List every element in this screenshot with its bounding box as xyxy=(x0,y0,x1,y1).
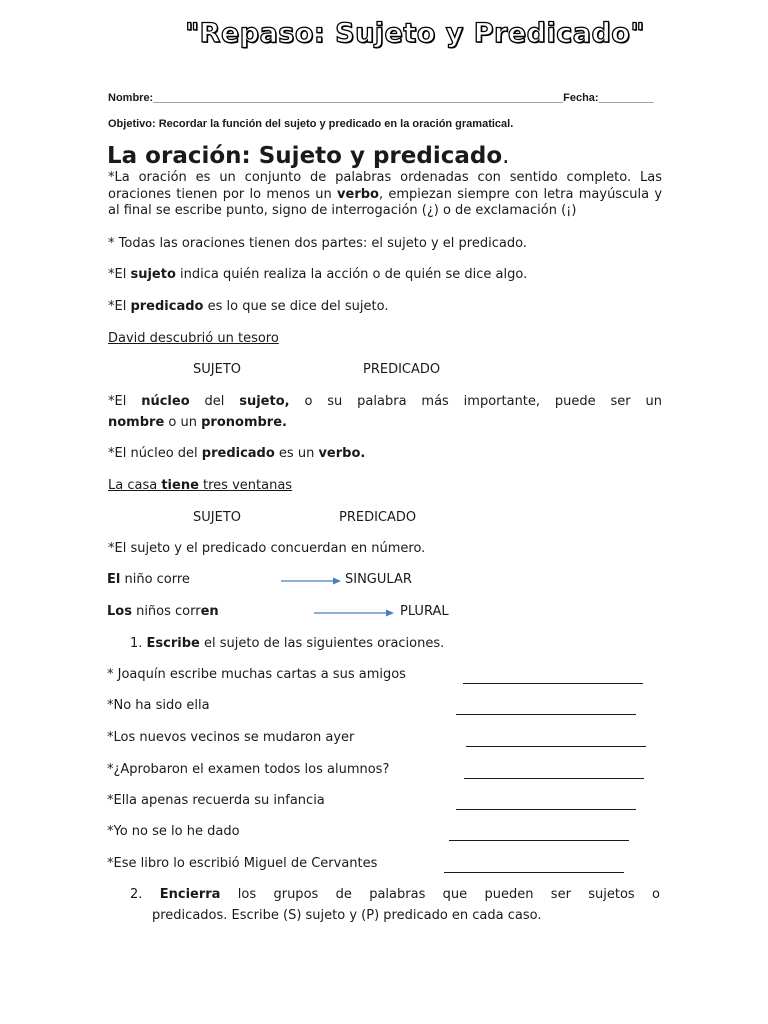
answer-blank-7[interactable] xyxy=(444,872,624,873)
example2-a: La casa xyxy=(108,478,162,493)
intro-paragraph xyxy=(108,170,662,220)
singular-rest: niño corre xyxy=(120,572,190,587)
nucleo-pred-c: es un xyxy=(274,446,319,461)
example1-sentence: David descubrió un tesoro xyxy=(108,331,279,346)
exercise1-item: * Joaquín escribe muchas cartas a sus amigos xyxy=(107,667,406,682)
singular-article: El xyxy=(107,572,121,587)
predicado-definition xyxy=(108,299,662,316)
answer-blank-5[interactable] xyxy=(456,809,636,810)
heading-text: La oración: Sujeto y predicado xyxy=(107,143,503,169)
answer-blank-6[interactable] xyxy=(449,840,629,841)
singular-label: SINGULAR xyxy=(345,572,412,587)
example2-predicado-label: PREDICADO xyxy=(339,510,417,525)
fecha-label: Fecha: xyxy=(563,92,599,104)
exercise2-line1 xyxy=(130,887,660,902)
intro-text-b: , empiezan siempre con letra mayúscula y al final se escribe punto, signo de interrogación (¿) o de exclamación (¡) xyxy=(108,186,663,218)
sujeto-def-a: *El xyxy=(108,267,131,282)
exercise2-instruction-a: los grupos de palabras que pueden ser sujetos o xyxy=(220,887,660,902)
nucleo-b4: pronombre. xyxy=(201,415,287,430)
objetivo-label: Objetivo: xyxy=(108,118,156,130)
nombre-blank: ___________________________________________________________________ xyxy=(153,92,564,104)
nucleo-b1: núcleo xyxy=(141,394,190,409)
answer-blank-1[interactable] xyxy=(463,683,643,684)
nucleo-d: o su palabra más importante, puede ser un xyxy=(289,394,662,409)
nucleo-b3: nombre xyxy=(108,415,165,430)
concordancia-line: *El sujeto y el predicado concuerdan en número. xyxy=(108,541,426,556)
answer-blank-2[interactable] xyxy=(456,714,636,715)
nucleo-b2: sujeto, xyxy=(239,394,290,409)
nucleo-predicado xyxy=(108,446,662,463)
exercise2-number: 2. xyxy=(130,887,143,902)
name-date-line xyxy=(108,92,654,104)
worksheet-title: "Repaso: Sujeto y Predicado" xyxy=(185,18,645,49)
exercise1-item: *Ese libro lo escribió Miguel de Cervantes xyxy=(107,856,378,871)
sujeto-definition xyxy=(108,267,662,284)
nucleo-e: o un xyxy=(164,415,202,430)
predicado-def-bold: predicado xyxy=(130,299,204,314)
answer-blank-3[interactable] xyxy=(466,746,646,747)
exercise1-instruction: el sujeto de las siguientes oraciones. xyxy=(199,636,445,651)
nucleo-pred-a: *El núcleo del xyxy=(108,446,202,461)
fecha-blank: _________ xyxy=(598,92,654,104)
singular-example xyxy=(107,572,190,587)
nucleo-line1 xyxy=(108,394,662,411)
nucleo-pred-b1: predicado xyxy=(201,446,275,461)
plural-mid: niños corr xyxy=(131,604,201,619)
intro-verbo: verbo xyxy=(337,186,379,202)
answer-blank-4[interactable] xyxy=(464,778,644,779)
exercise2-line2: predicados. Escribe (S) sujeto y (P) predicado en cada caso. xyxy=(152,908,542,923)
nucleo-line2 xyxy=(108,415,662,432)
sujeto-def-bold: sujeto xyxy=(130,267,176,282)
predicado-def-a: *El xyxy=(108,299,131,314)
intro-two-parts: * Todas las oraciones tienen dos partes: el sujeto y el predicado. xyxy=(108,236,527,251)
example2-sentence xyxy=(108,478,662,495)
section-heading xyxy=(107,143,509,169)
plural-ending: en xyxy=(200,604,219,619)
exercise1-item: *Yo no se lo he dado xyxy=(107,824,240,839)
nucleo-a: *El xyxy=(108,394,142,409)
exercise1-item: *Ella apenas recuerda su infancia xyxy=(107,793,325,808)
plural-article: Los xyxy=(107,604,132,619)
example1-sujeto-label: SUJETO xyxy=(193,362,241,377)
objective-line xyxy=(108,118,513,130)
exercise1-item: *No ha sido ella xyxy=(107,698,210,713)
nucleo-c: del xyxy=(189,394,240,409)
plural-example xyxy=(107,604,219,619)
singular-arrow-icon xyxy=(280,574,342,588)
sujeto-def-b: indica quién realiza la acción o de quién se dice algo. xyxy=(175,267,528,282)
plural-label: PLURAL xyxy=(400,604,449,619)
exercise1-verb: Escribe xyxy=(146,636,200,651)
nucleo-pred-b2: verbo. xyxy=(318,446,366,461)
predicado-def-b: es lo que se dice del sujeto. xyxy=(203,299,389,314)
exercise1-item: *Los nuevos vecinos se mudaron ayer xyxy=(107,730,355,745)
exercise2-verb: Encierra xyxy=(159,887,221,902)
plural-arrow-icon xyxy=(313,606,395,620)
exercise1-number: 1. xyxy=(130,636,143,651)
objetivo-text: Recordar la función del sujeto y predicado en la oración gramatical. xyxy=(155,118,514,130)
exercise1-item: *¿Aprobaron el examen todos los alumnos? xyxy=(107,762,390,777)
intro-text-a: *La oración es un conjunto de palabras ordenadas con sentido completo. Las oraciones tienen por lo menos un xyxy=(108,170,662,202)
example2-sujeto-label: SUJETO xyxy=(193,510,241,525)
nombre-label: Nombre: xyxy=(108,92,154,104)
example1-predicado-label: PREDICADO xyxy=(363,362,441,377)
example2-bold: tiene xyxy=(161,478,199,493)
exercise1-heading xyxy=(130,636,444,651)
heading-dot: . xyxy=(502,143,510,169)
example2-b: tres ventanas xyxy=(198,478,293,493)
